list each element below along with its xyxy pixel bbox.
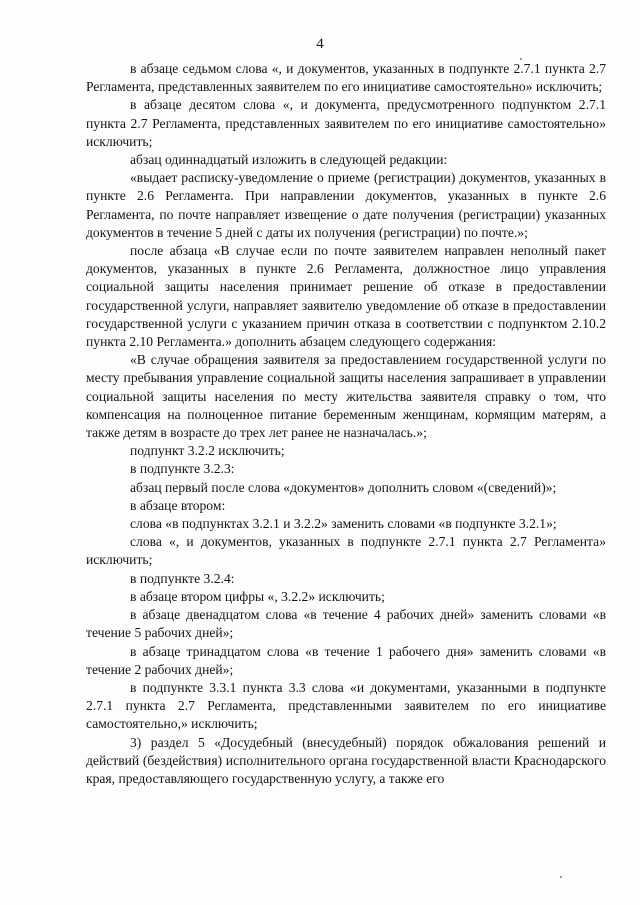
paragraph: в подпункте 3.3.1 пункта 3.3 слова «и документами, указанными в подпункте 2.7.1 пункта 2.7 Регламента, представленными заявителем по его инициативе самостоятельно,» исключить;: [86, 679, 606, 732]
paragraph: слова «, и документов, указанных в подпункте 2.7.1 пункта 2.7 Регламента» исключить;: [86, 534, 606, 568]
paragraph: в подпункте 3.2.3:: [130, 461, 235, 477]
paragraph: в абзаце втором цифры «, 3.2.2» исключить;: [130, 588, 385, 604]
paragraph: «выдает расписку-уведомление о приеме (регистрации) документов, указанных в пункте 2.6 Регламента. При направлении документов, указанных в пункте 2.6 Регламента, по почте направляет извещение о дате получения (регистрации) указанных документов в течение 5 дней с даты их получения (регистрации) по почте.»;: [86, 170, 606, 240]
paragraph: «В случае обращения заявителя за предоставлением государственной услуги по месту пребывания управление социальной защиты населения запрашивает в управлении социальной защиты населения по месту жительства заявителя справку о том, что компенсация на полноценное питание беременным женщинам, кормящим матерям, а также детям в возрасте до трех лет ранее не назначалась.»;: [86, 352, 606, 441]
paragraph: подпункт 3.2.2 исключить;: [130, 443, 285, 459]
scan-speck: [520, 58, 522, 60]
document-body: [86, 60, 606, 788]
page-number: 4: [316, 36, 324, 52]
paragraph: в абзаце тринадцатом слова «в течение 1 рабочего дня» заменить словами «в течение 2 рабочих дней»;: [86, 643, 606, 677]
paragraph: в абзаце десятом слова «, и документа, предусмотренного подпунктом 2.7.1 пункта 2.7 Регламента, представленных заявителем по его инициативе самостоятельно» исключить;: [86, 97, 606, 149]
paragraph: после абзаца «В случае если по почте заявителем направлен неполный пакет документов, указанных в пункте 2.6 Регламента, должностное лицо управления социальной защиты населения принимает решение об отказе в предоставлении государственной услуги, направляет заявителю уведомление об отказе в предоставлении государственной услуги с указанием причин отказа в соответствии с подпунктом 2.10.2 пункта 2.10 Регламента.» дополнить абзацем следующего содержания:: [86, 243, 606, 350]
paragraph: в подпункте 3.2.4:: [130, 570, 235, 586]
paragraph: 3) раздел 5 «Досудебный (внесудебный) порядок обжалования решений и действий (бездействия) исполнительного органа государственной власти Краснодарского края, предоставляющего государственную услугу, а также его: [86, 734, 606, 786]
paragraph: в абзаце втором:: [130, 497, 226, 513]
scan-speck: [560, 876, 562, 878]
paragraph: слова «в подпунктах 3.2.1 и 3.2.2» заменить словами «в подпункте 3.2.1»;: [130, 516, 557, 532]
paragraph: абзац одиннадцатый изложить в следующей редакции:: [130, 152, 448, 168]
paragraph: в абзаце седьмом слова «, и документов, указанных в подпункте 2.7.1 пункта 2.7 Регламента, представленных заявителем по его инициативе самостоятельно» исключить;: [86, 61, 606, 95]
paragraph: абзац первый после слова «документов» дополнить словом «(сведений)»;: [130, 479, 557, 495]
paragraph: в абзаце двенадцатом слова «в течение 4 рабочих дней» заменить словами «в течение 5 рабочих дней»;: [86, 607, 606, 641]
